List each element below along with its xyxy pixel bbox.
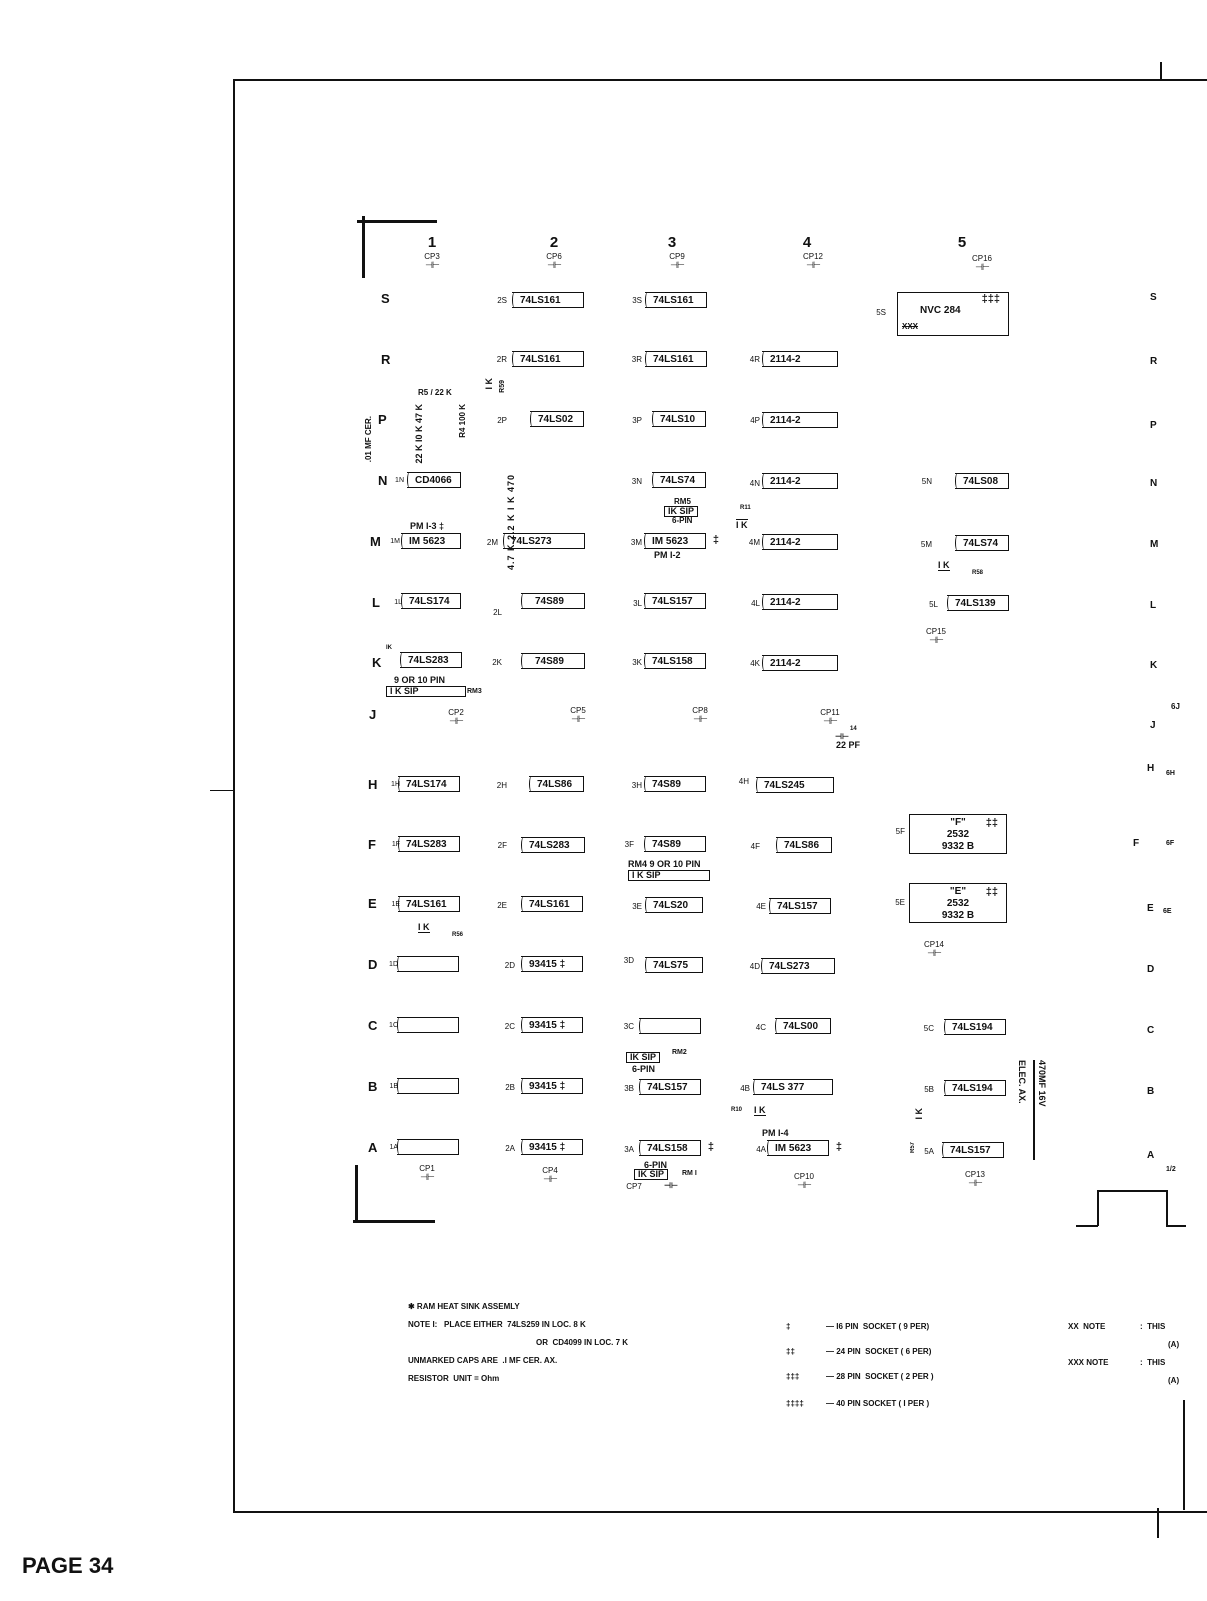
- capacitor-label: 470MF 16V: [1037, 1060, 1047, 1107]
- row-label: D: [1147, 964, 1155, 975]
- ic-chip: 74LS157: [769, 898, 831, 914]
- row-label: K: [372, 655, 382, 670]
- resistor-label: R59: [499, 380, 506, 393]
- ic-chip: 74LS 377: [753, 1079, 833, 1095]
- row-label: C: [1147, 1025, 1155, 1036]
- location-label: 5N: [921, 477, 932, 486]
- resistor-label: I K: [914, 1108, 924, 1120]
- ic-chip: IM 5623: [401, 533, 461, 549]
- capacitor-symbol: ⊣⊢: [835, 732, 849, 741]
- ic-chip: 74LS273: [503, 533, 585, 549]
- location-label: 4P: [750, 416, 760, 425]
- resistor-pack-label: RM5: [674, 497, 691, 506]
- xxx-note-text: : THIS: [1140, 1358, 1166, 1367]
- resistor-pack-label: RM4 9 OR 10 PIN: [628, 859, 701, 869]
- location-label: 1C: [389, 1022, 398, 1029]
- location-label: 3H: [631, 781, 642, 790]
- location-label: 4M: [748, 538, 760, 547]
- ic-chip: 2114-2: [762, 655, 838, 671]
- location-label: 4R: [749, 355, 760, 364]
- ic-chip: 74LS161: [512, 351, 584, 367]
- row-label: D: [368, 957, 378, 972]
- pin-label: 6-PIN: [632, 1064, 656, 1074]
- location-label: 4H: [738, 777, 749, 786]
- location-label: 3R: [631, 355, 642, 364]
- corner-mark: [355, 1165, 358, 1223]
- capacitor: CP10 ⊣⊢: [793, 1172, 814, 1190]
- row-label: E: [1147, 903, 1154, 914]
- ic-chip: 74LS283: [398, 836, 460, 852]
- ic-chip: 74LS283: [521, 837, 585, 853]
- location-label: 5A: [924, 1147, 934, 1156]
- ic-chip: [397, 1078, 459, 1094]
- sip-resistor-pack: I K SIP: [386, 686, 466, 697]
- ic-chip: 74LS161: [398, 896, 460, 912]
- location-label: 3K: [632, 658, 642, 667]
- capacitor-label: 14: [850, 726, 857, 732]
- capacitor: CP4 ⊣⊢: [542, 1166, 558, 1184]
- bracket-mark: [1097, 1190, 1167, 1192]
- frame-tick: [1157, 1508, 1159, 1538]
- row-label: P: [1150, 420, 1157, 431]
- legend-text: — I6 PIN SOCKET ( 9 PER): [826, 1322, 930, 1331]
- ic-chip: 74LS20: [645, 897, 703, 913]
- row-label: N: [1150, 478, 1158, 489]
- location-label: 1L: [394, 599, 402, 606]
- location-label: 4F: [750, 842, 760, 851]
- ic-chip: 74LS273: [761, 958, 835, 974]
- side-label: 6E: [1163, 908, 1172, 915]
- location-label: 3P: [632, 416, 642, 425]
- column-number: 3: [667, 234, 677, 251]
- legend-symbol: ‡‡‡‡: [786, 1399, 804, 1408]
- row-label: J: [369, 707, 377, 722]
- location-label: 4D: [749, 962, 760, 971]
- part-label: PM I-2: [654, 550, 681, 560]
- column-number: 1: [427, 234, 437, 251]
- nvram-chip: NVC 284 ‡‡‡ XXX: [897, 292, 1009, 336]
- ic-chip: 2114-2: [762, 351, 838, 367]
- legend-symbol: ‡‡: [786, 1347, 795, 1356]
- resistor-pack-label: RM I: [682, 1170, 697, 1177]
- location-label: 5S: [876, 308, 886, 317]
- ic-chip: 74LS161: [521, 896, 583, 912]
- legend-text: — 40 PIN SOCKET ( I PER ): [826, 1399, 930, 1408]
- xxx-note: XXX NOTE: [1068, 1358, 1109, 1367]
- location-label: 2K: [492, 658, 502, 667]
- ram-chip: 93415 ‡: [521, 956, 583, 972]
- location-label: 4A: [756, 1145, 766, 1154]
- capacitor-label: 22 PF: [836, 740, 861, 750]
- ic-chip: 2114-2: [762, 594, 838, 610]
- location-label: 3M: [630, 538, 642, 547]
- ram-chip: 93415 ‡: [521, 1078, 583, 1094]
- ic-chip: 74LS158: [644, 653, 706, 669]
- location-label: 3E: [632, 902, 642, 911]
- row-label: C: [368, 1018, 378, 1033]
- location-label: 3L: [633, 599, 642, 608]
- ic-chip: CD4066: [407, 472, 461, 488]
- corner-mark: [357, 220, 437, 223]
- ic-chip: 74LS00: [775, 1018, 831, 1034]
- sip-resistor-pack: IK SIP: [634, 1169, 668, 1180]
- ic-chip: 74LS161: [645, 351, 707, 367]
- ic-chip: [397, 956, 459, 972]
- ic-chip: 74LS157: [639, 1079, 701, 1095]
- column-number: 5: [957, 234, 967, 251]
- location-label: 5C: [923, 1024, 934, 1033]
- row-label: H: [368, 777, 378, 792]
- capacitor: CP6 ⊣⊢: [546, 252, 562, 270]
- location-label: 2L: [493, 608, 502, 617]
- capacitor: CP14 ⊣⊢: [923, 940, 944, 958]
- ic-chip: 74LS194: [944, 1019, 1006, 1035]
- resistor-label: I K: [938, 560, 950, 570]
- location-label: 4K: [750, 659, 760, 668]
- bracket-mark: [1166, 1190, 1168, 1226]
- corner-mark: [362, 216, 365, 278]
- location-label: 2H: [496, 781, 507, 790]
- side-label: 1/2: [1166, 1166, 1176, 1173]
- ic-chip: 74LS74: [652, 472, 706, 488]
- row-label: M: [1150, 539, 1159, 550]
- column-number: 2: [549, 234, 559, 251]
- ic-chip: 74LS158 ‡: [639, 1140, 701, 1156]
- row-label: B: [1147, 1086, 1155, 1097]
- capacitor: CP1 ⊣⊢: [419, 1164, 435, 1182]
- resistor-label: I K: [736, 520, 748, 530]
- location-label: 3F: [624, 840, 634, 849]
- location-label: 2E: [497, 901, 507, 910]
- location-label: 1B: [389, 1083, 398, 1090]
- capacitor: CP13 ⊣⊢: [964, 1170, 985, 1188]
- resistor-label: R57: [910, 1142, 916, 1154]
- location-label: 3B: [624, 1084, 634, 1093]
- row-label: R: [381, 352, 391, 367]
- resistor-pack-label: RM3: [467, 688, 482, 695]
- resistor-label: I K: [418, 922, 430, 932]
- capacitor-symbol: ⊣⊢: [664, 1181, 678, 1190]
- location-label: 3D: [623, 956, 634, 965]
- part-label: PM I-4: [762, 1128, 789, 1138]
- location-label: 2M: [486, 538, 498, 547]
- column-number: 4: [802, 234, 812, 251]
- capacitor: CP2 ⊣⊢: [448, 708, 464, 726]
- row-label: J: [1150, 720, 1156, 731]
- capacitor: CP12 ⊣⊢: [802, 252, 823, 270]
- capacitor: CP8 ⊣⊢: [692, 706, 708, 724]
- ic-chip: 74LS194: [944, 1080, 1006, 1096]
- ic-chip: 74LS86: [776, 837, 832, 853]
- row-label: A: [1147, 1150, 1155, 1161]
- location-label: 4N: [749, 479, 760, 488]
- location-label: 1H: [391, 781, 400, 788]
- ic-chip: IM 5623 ‡: [644, 533, 706, 549]
- ram-chip: 93415 ‡: [521, 1139, 583, 1155]
- location-label: 1M: [390, 538, 400, 545]
- location-label: 1E: [391, 901, 400, 908]
- ic-chip: 74LS161: [512, 292, 584, 308]
- ic-chip: 74S89: [644, 836, 706, 852]
- row-label: N: [378, 473, 388, 488]
- ic-chip: 2114-2: [762, 473, 838, 489]
- row-label: S: [1150, 292, 1157, 303]
- capacitor: CP5 ⊣⊢: [570, 706, 586, 724]
- side-label: 6J: [1171, 702, 1180, 711]
- location-label: 4B: [740, 1084, 750, 1093]
- location-label: 3C: [623, 1022, 634, 1031]
- location-label: 1A: [389, 1144, 398, 1151]
- row-label: F: [1133, 838, 1140, 849]
- location-label: 2F: [497, 841, 507, 850]
- resistor-label: R10: [731, 1107, 743, 1113]
- resistor-label: IK: [386, 645, 392, 651]
- sip-resistor-pack: I K SIP: [628, 870, 710, 881]
- part-label: PM I-3 ‡: [410, 521, 445, 531]
- location-label: 5E: [895, 898, 905, 907]
- capacitor: CP11 ⊣⊢: [820, 708, 840, 726]
- legend-symbol: ‡: [786, 1322, 791, 1331]
- ic-chip: 74S89: [644, 776, 706, 792]
- row-label: P: [378, 412, 387, 427]
- eprom-chip: "E" 2532 9332 B ‡‡: [909, 883, 1007, 923]
- capacitor: CP7: [626, 1182, 642, 1191]
- bracket-mark: [1076, 1225, 1098, 1227]
- location-label: 2S: [497, 296, 507, 305]
- note-line: OR CD4099 IN LOC. 7 K: [536, 1338, 629, 1347]
- row-label: A: [368, 1140, 378, 1155]
- legend-symbol: ‡‡‡: [786, 1372, 800, 1381]
- xx-note-text: (A): [1168, 1340, 1180, 1349]
- ic-chip: 74S89: [521, 593, 585, 609]
- legend-text: — 28 PIN SOCKET ( 2 PER ): [826, 1372, 934, 1381]
- ic-chip: 74LS139: [947, 595, 1009, 611]
- page-number: PAGE 34: [22, 1553, 114, 1578]
- resistor-label: R56: [452, 932, 464, 938]
- row-label: F: [368, 837, 376, 852]
- ic-chip: 74LS02: [530, 411, 584, 427]
- note-line: RESISTOR UNIT = Ohm: [408, 1374, 500, 1383]
- resistor-label: R5 / 22 K: [418, 388, 452, 397]
- pin-label: 6-PIN: [644, 1160, 668, 1170]
- ic-chip: 74LS08: [955, 473, 1009, 489]
- location-label: 2R: [496, 355, 507, 364]
- resistor-label: R11: [740, 505, 751, 511]
- ic-chip: 74LS75: [645, 957, 703, 973]
- row-label: B: [368, 1079, 378, 1094]
- resistor-label: I K: [754, 1105, 766, 1115]
- ic-chip: [397, 1017, 459, 1033]
- ic-chip: IM 5623 ‡: [767, 1140, 829, 1156]
- ic-chip: 74S89: [521, 653, 585, 669]
- side-label: 6H: [1166, 770, 1175, 777]
- capacitor-label: .01 MF CER.: [364, 416, 373, 463]
- location-label: 3A: [624, 1145, 634, 1154]
- row-label: H: [1147, 763, 1155, 774]
- location-label: 1F: [391, 841, 400, 848]
- bracket-mark: [1166, 1225, 1186, 1227]
- location-label: 1N: [395, 477, 404, 484]
- resistor-label: I K: [484, 378, 494, 390]
- ic-chip: 74LS86: [529, 776, 584, 792]
- ic-chip: 74LS174: [398, 776, 460, 792]
- location-label: 4L: [751, 599, 760, 608]
- location-label: 5L: [929, 600, 938, 609]
- frame-tick: [210, 790, 234, 791]
- legend-text: — 24 PIN SOCKET ( 6 PER): [826, 1347, 932, 1356]
- row-label: S: [381, 291, 390, 306]
- row-label: K: [1150, 660, 1158, 671]
- side-label: 6F: [1166, 840, 1175, 847]
- ic-chip: 2114-2: [762, 534, 838, 550]
- location-label: 3S: [632, 296, 642, 305]
- pin-label: 9 OR 10 PIN: [394, 675, 446, 685]
- row-label: R: [1150, 356, 1158, 367]
- ic-chip: [639, 1018, 701, 1034]
- ic-chip: [397, 1139, 459, 1155]
- xx-note-text: : THIS: [1140, 1322, 1166, 1331]
- sip-resistor-pack: IK SIP: [664, 506, 698, 517]
- ic-chip: 74LS157: [942, 1142, 1004, 1158]
- ic-chip: 2114-2: [762, 412, 838, 428]
- location-label: 4E: [756, 902, 766, 911]
- location-label: 2B: [505, 1083, 515, 1092]
- frame-tick: [1183, 1400, 1185, 1510]
- location-label: 5B: [924, 1085, 934, 1094]
- ic-chip: 74LS74: [955, 535, 1009, 551]
- sip-resistor-pack: IK SIP: [626, 1052, 660, 1063]
- ic-chip: 74LS161: [645, 292, 707, 308]
- capacitor: CP3 ⊣⊢: [424, 252, 440, 270]
- eprom-chip: "F" 2532 9332 B ‡‡: [909, 814, 1007, 854]
- location-label: 3N: [631, 477, 642, 486]
- location-label: 2A: [505, 1144, 515, 1153]
- capacitor: CP9 ⊣⊢: [669, 252, 685, 270]
- capacitor-label: ELEC. AX.: [1017, 1060, 1027, 1104]
- ic-chip: 74LS245: [756, 777, 834, 793]
- ic-chip: 74LS283: [400, 652, 462, 668]
- location-label: 1D: [389, 961, 398, 968]
- resistor-label: R58: [972, 570, 984, 576]
- note-line: UNMARKED CAPS ARE .I MF CER. AX.: [408, 1356, 558, 1365]
- note-line: NOTE I: PLACE EITHER 74LS259 IN LOC. 8 K: [408, 1320, 586, 1329]
- xx-note: XX NOTE: [1068, 1322, 1106, 1331]
- row-label: E: [368, 896, 377, 911]
- resistor-label: R4 100 K: [458, 404, 467, 438]
- schematic-frame: [233, 79, 1207, 1513]
- note-line: ✱ RAM HEAT SINK ASSEMLY: [408, 1302, 520, 1311]
- frame-tick: [1160, 62, 1162, 80]
- pin-label: 6-PIN: [672, 516, 693, 525]
- resistor-label: 4.7 K 2.2 K I K 470: [506, 474, 516, 571]
- location-label: 2P: [497, 416, 507, 425]
- electrolytic-cap-lead: [1033, 1060, 1035, 1160]
- capacitor: CP15 ⊣⊢: [925, 627, 946, 645]
- location-label: 2C: [504, 1022, 515, 1031]
- bracket-mark: [1097, 1190, 1099, 1226]
- ic-chip: 74LS10: [652, 411, 706, 427]
- capacitor: CP16 ⊣⊢: [971, 254, 992, 272]
- location-label: 5M: [920, 540, 932, 549]
- location-label: 2D: [504, 961, 515, 970]
- resistor-pack-label: RM2: [672, 1049, 687, 1056]
- resistor-label: 22 K I0 K 47 K: [414, 404, 424, 464]
- ic-chip: 74LS174: [401, 593, 461, 609]
- xxx-note-text: (A): [1168, 1376, 1180, 1385]
- ic-chip: 74LS157: [644, 593, 706, 609]
- row-label: L: [372, 595, 380, 610]
- corner-mark: [353, 1220, 435, 1223]
- location-label: 4C: [755, 1023, 766, 1032]
- row-label: L: [1150, 600, 1157, 611]
- location-label: 5F: [895, 827, 905, 836]
- row-label: M: [370, 534, 381, 549]
- ram-chip: 93415 ‡: [521, 1017, 583, 1033]
